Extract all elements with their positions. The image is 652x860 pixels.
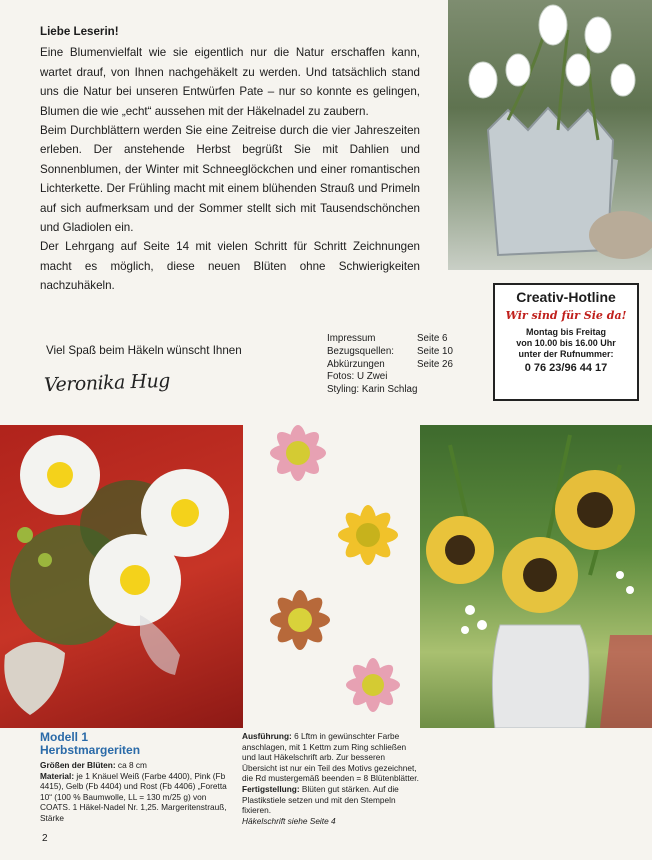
modell-label: Modell 1 (40, 730, 89, 744)
yellow-flower (338, 505, 398, 565)
index-row (327, 359, 475, 372)
sunflower-illustration (420, 425, 652, 728)
hotline-days: Montag bis Freitag (525, 327, 606, 337)
styling-credit: Styling: Karin Schlag (327, 384, 418, 396)
size-value: ca 8 cm (115, 760, 147, 770)
hotline-title: Creativ-Hotline (516, 289, 616, 305)
finish-label: Fertigstellung: (242, 783, 300, 794)
photo-credit: Fotos: U Zwei (327, 371, 388, 383)
hotline-box (493, 283, 639, 401)
pink-flower (270, 425, 326, 481)
finish-text: Blüten gut stärken. Auf die Plastikstiele setzen und mit den Stempeln fixieren. (242, 783, 399, 816)
chart-reference: Häkelschrift siehe Seite 4 (242, 815, 336, 826)
page-index (327, 333, 475, 397)
signature: Veronika Hug (43, 369, 171, 397)
index-row (327, 333, 475, 346)
hotline-tagline: Wir sind für Sie da! (505, 309, 627, 322)
material-label: Material: (40, 770, 75, 781)
modell-title: Herbstmargeriten (40, 743, 141, 757)
instructions-section (242, 731, 422, 826)
page-number: 2 (42, 833, 48, 844)
instructions-text: 6 Lftm in gewünschter Farbe anschlagen, mit 1 Kettm zum Ring schließen und laut Häkelschrift arb. Zur besseren Übersicht ist nur ein Teil des Motivs gezeichnet, die Rd mustergemäß beenden = 8 Blütenblätter. (242, 731, 419, 784)
modell-body (40, 760, 234, 824)
daisy-photo (0, 425, 243, 728)
index-label: Impressum (327, 333, 376, 344)
index-page: Seite 26 (417, 358, 453, 370)
rust-flower (270, 590, 330, 650)
hotline-number-label: unter der Rufnummer: (518, 349, 614, 359)
intro-paragraph-1: Eine Blumenvielfalt wie sie eigentlich nur die Natur erschaffen kann, wartet drauf, von Ihnen nachgehäkelt zu werden. Und tatsächlich stand uns die Natur bei unseren Entwürfen Pate – nur so konnte es gelingen, Blumen die wie „echt“ aussehen mit der Häkelnadel zu zaubern. (40, 46, 420, 118)
hotline-hours: von 10.00 bis 16.00 Uhr (516, 338, 616, 348)
pink-flower (346, 658, 400, 712)
hotline-number: 0 76 23/96 44 17 (524, 362, 608, 374)
index-row (327, 346, 475, 359)
index-label: Abkürzungen (327, 358, 385, 370)
snowdrop-photo (448, 0, 652, 270)
material-value: je 1 Knäuel Weiß (Farbe 4400), Pink (Fb 4415), Gelb (Fb 4404) und Rost (Fb 4406) „Foretta 10“ (100 % Baumwolle, LL = 130 m/25 g) von COATS. 1 Häkel-Nadel Nr. 1,25. Margeritenstrauß, Stärke (40, 770, 227, 823)
intro-paragraph-3: Der Lehrgang auf Seite 14 mit vielen Schritt für Schritt Zeichnungen macht es möglich, diese neuen Blüten ohne Schwierigkeiten nachzuhäkeln. (40, 240, 420, 293)
instructions-label: Ausführung: (242, 731, 292, 741)
size-label: Größen der Blüten: (40, 760, 116, 770)
closing-line: Viel Spaß beim Häkeln wünscht Ihnen (46, 344, 242, 357)
daisy-illustration (0, 425, 243, 728)
greeting: Liebe Leserin! (40, 25, 119, 38)
loose-flowers-illustration (243, 415, 420, 728)
modell-section (40, 731, 234, 824)
index-page: Seite 6 (417, 333, 448, 344)
intro-letter (40, 22, 420, 296)
intro-paragraph-2: Beim Durchblättern werden Sie eine Zeitreise durch die vier Jahreszeiten erleben. Der anstehende Herbst begrüßt Sie mit Dahlien und Sonnenblumen, der Winter mit Schneeglöckchen und einer romantischen Lichterkette. Der Frühling macht mit einem blühenden Strauß und Primeln auf sich aufmerksam und der Sommer stellt sich mit Tausendschönchen und Gladiolen ein. (40, 124, 420, 235)
snowdrop-illustration (448, 0, 652, 270)
index-label: Bezugsquellen: (327, 345, 394, 357)
index-page: Seite 10 (417, 345, 453, 357)
sunflower-photo (420, 425, 652, 728)
